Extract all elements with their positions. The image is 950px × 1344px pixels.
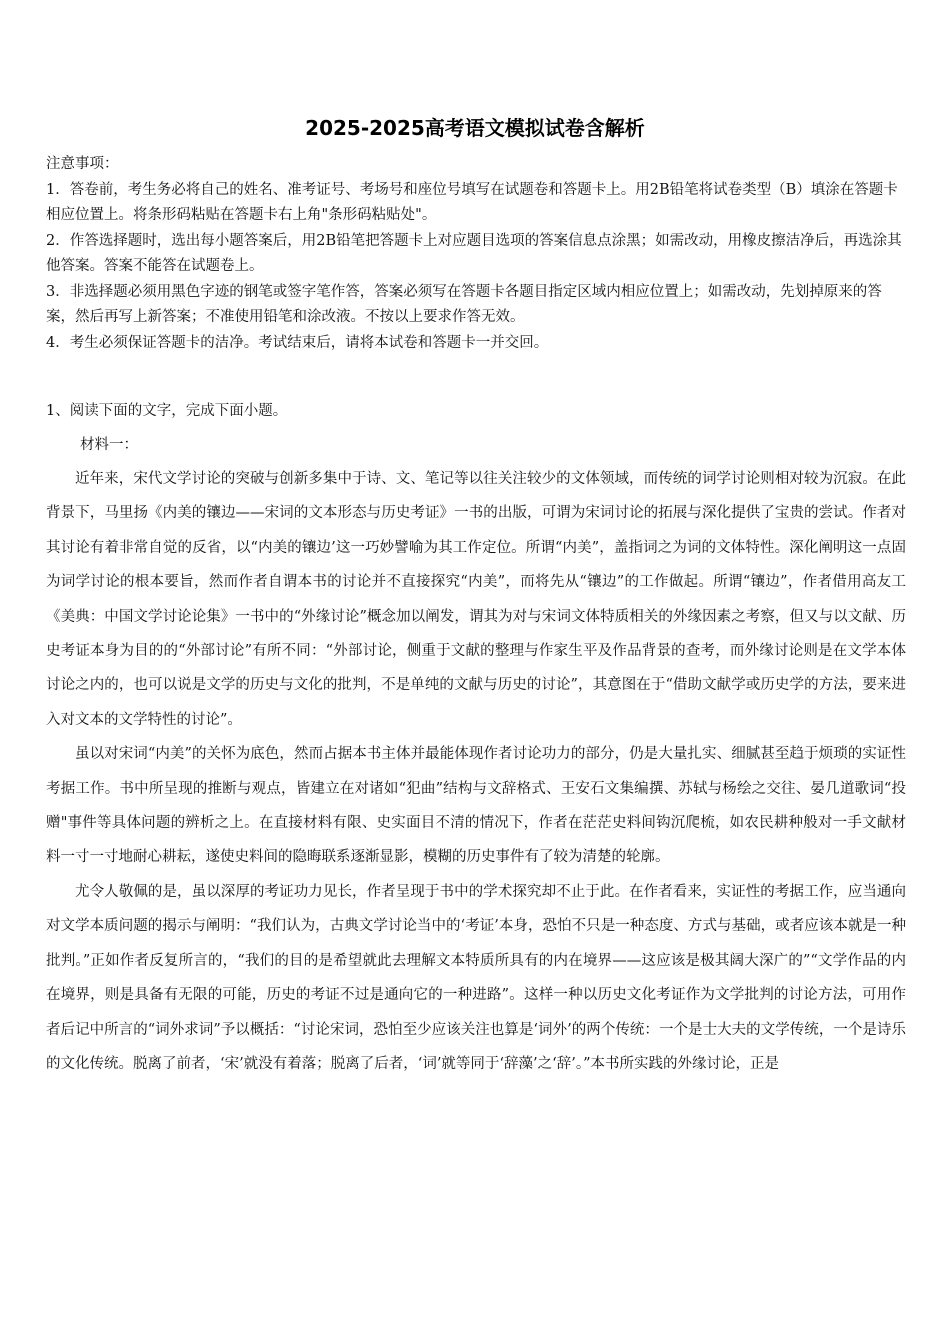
question-section: [46, 399, 906, 423]
question-intro: 1、阅读下面的文字，完成下面小题。: [46, 403, 288, 419]
paragraph: 近年来，宋代文学讨论的突破与创新多集中于诗、文、笔记等以往关注较少的文体领域，而传统的词学讨论则相对较为沉寂。在此背景下，马里扬《内美的镶边——宋词的文本形态与历史考证》一书的出版，可谓为宋词讨论的拓展与深化提供了宝贵的尝试。作者对其讨论有着非常自觉的反省，以“内美的镶边’这一巧妙譬喻为其工作定位。所谓“内美”，盖指词之为词的文体特性。深化阐明这一点固为词学讨论的根本要旨，然而作者自谓本书的讨论并不直接探究“内美”，而将先从“镶边”的工作做起。所谓“镶边”，作者借用高友工《美典：中国文学讨论论集》一书中的“外缘讨论”概念加以阐发，谓其为对与宋词文体特质相关的外缘因素之考察，但又与以文献、历史考证本身为目的的“外部讨论”有所不同：“外部讨论，侧重于文献的整理与作家生平及作品背景的查考，而外缘讨论则是在文学本体讨论之内的，也可以说是文学的历史与文化的批判，不是单纯的文献与历史的讨论”，其意图在于“借助文献学或历史学的方法，要来进入对文本的文学特性的讨论”。: [46, 471, 906, 728]
notice-section: [46, 152, 906, 356]
material-label: 材料一：: [80, 437, 138, 453]
notice-item: 3．非选择题必须用黑色字迹的钢笔或签字笔作答，答案必须写在答题卡各题目指定区域内相应位置上；如需改动，先划掉原来的答案，然后再写上新答案；不准使用铅笔和涂改液。不按以上要求作答无效。: [46, 283, 882, 325]
document-title: 2025-2025高考语文模拟试卷含解析: [305, 116, 645, 140]
notice-item: 1．答卷前，考生务必将自己的姓名、准考证号、考场号和座位号填写在试题卷和答题卡上。用2B铅笔将试卷类型（B）填涂在答题卡相应位置上。将条形码粘贴在答题卡右上角"条形码粘贴处"。: [46, 181, 898, 223]
material-text: [46, 462, 906, 1081]
notice-item: 4．考生必须保证答题卡的洁净。考试结束后，请将本试卷和答题卡一并交回。: [46, 334, 549, 351]
paragraph: 尤令人敬佩的是，虽以深厚的考证功力见长，作者呈现于书中的学术探究却不止于此。在作者看来，实证性的考据工作，应当通向对文学本质问题的揭示与阐明：“我们认为，古典文学讨论当中的‘考证’本身，恐怕不只是一种态度、方式与基础，或者应该本就是一种批判。”正如作者反复所言的，“我们的目的是希望就此去理解文本特质所具有的内在境界——这应该是极其阔大深广的”“文学作品的内在境界，则是具备有无限的可能，历史的考证不过是通向它的一种进路”。这样一种以历史文化考证作为文学批判的讨论方法，可用作者后记中所言的“词外求词”予以概括：“讨论宋词，恐怕至少应该关注也算是‘词外’的两个传统：一个是士大夫的文学传统，一个是诗乐的文化传统。脱离了前者，‘宋’就没有着落；脱离了后者，‘词’就等同于‘辞藻’之‘辞’。”本书所实践的外缘讨论，正是: [46, 883, 906, 1072]
notice-heading: 注意事项：: [46, 156, 119, 172]
paragraph: 虽以对宋词“内美”的关怀为底色，然而占据本书主体并最能体现作者讨论功力的部分，仍是大量扎实、细腻甚至趋于烦琐的实证性考据工作。书中所呈现的推断与观点，皆建立在对诸如“犯曲”结构与文辞格式、王安石文集编撰、苏轼与杨绘之交往、晏几道歌词“投赠"事件等具体问题的辨析之上。在直接材料有限、史实面目不清的情况下，作者在茫茫史料间钩沉爬梳，如农民耕种般对一手文献材料一寸一寸地耐心耕耘，遂使史料间的隐晦联系逐渐显影，模糊的历史事件有了较为清楚的轮廓。: [46, 746, 906, 866]
notice-item: 2．作答选择题时，选出每小题答案后，用2B铅笔把答题卡上对应题目选项的答案信息点涂黑；如需改动，用橡皮擦洁净后，再选涂其他答案。答案不能答在试题卷上。: [46, 232, 902, 274]
